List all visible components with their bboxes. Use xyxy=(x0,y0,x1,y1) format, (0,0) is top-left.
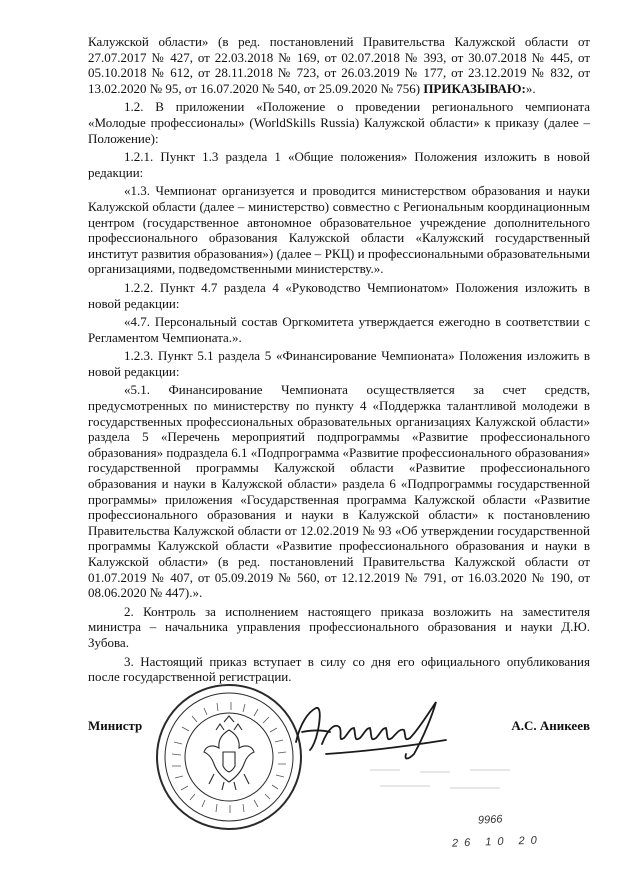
paragraph-text: Калужской области» (в ред. постановлений Правительства Калужской области от 27.07.2017 № 427, от 22.03.2018 № 169, от 02.07.2018 № 393, от 30.07.2018 № 445, от 05.10.2018 № 612, от 28.11.2018 № 723, от 26.03.2019 № 177, от 23.12.2019 № 832, от 13.02.2020 № 95, от 16.07.2020 № 540, от 25.09.2020 № 756) xyxy=(88,34,590,96)
paragraph-2: 2. Контроль за исполнением настоящего приказа возложить на заместителя министра – начальника управления профессионального образования и науки Д.Ю. Зубова. xyxy=(88,603,590,650)
document-body xyxy=(88,34,590,688)
order-keyword: ПРИКАЗЫВАЮ: xyxy=(423,80,526,96)
registration-number: 9966 xyxy=(477,813,503,827)
official-seal xyxy=(154,682,304,832)
position-title: Министр xyxy=(88,718,143,733)
paragraph-1-2-3: 1.2.3. Пункт 5.1 раздела 5 «Финансирование Чемпионата» Положения изложить в новой редакции: xyxy=(88,348,590,379)
paragraph-quote-5-1: «5.1. Финансирование Чемпионата осуществляется за счет средств, предусмотренных по министерству по пункту 4 «Поддержка талантливой молодежи в государственных профессиональных образовательных организациях Калужской области» раздела 5 «Перечень мероприятий подпрограммы «Развитие профессионального образования» подраздела 6.1 «Подпрограмма «Развитие профессионального образования» государственной программы Калужской области «Развитие профессионального образования и науки в Калужской области» раздела 6 «Подпрограммы государственной программы» приложения «Государственная программа Калужской области «Развитие профессионального образования и науки в Калужской области» к постановлению Правительства Калужской области от 12.02.2019 № 93 «Об утверждении государственной программы Калужской области «Развитие профессионального образования и науки в Калужской области» (в ред. постановлений Правительства Калужской области от 01.07.2019 № 407, от 05.09.2019 № 560, от 12.12.2019 № 791, от 16.03.2020 № 190, от 08.06.2020 № 447).». xyxy=(88,382,590,601)
paragraph-quote-1-3: «1.3. Чемпионат организуется и проводится министерством образования и науки Калужской области (далее – министерство) совместно с Региональным координационным центром (государственное автономное образовательное учреждение дополнительного профессионального образования Калужской области «Калужский государственный институт развития образования») (далее – РКЦ) и профессиональными образовательными организациями, подведомственными министерству.». xyxy=(88,183,590,277)
paragraph-1-2-1: 1.2.1. Пункт 1.3 раздела 1 «Общие положения» Положения изложить в новой редакции: xyxy=(88,149,590,180)
paragraph-continuation xyxy=(88,34,590,96)
registration-date: 26 10 20 xyxy=(451,834,544,850)
signature-block xyxy=(88,718,590,738)
paragraph-quote-4-7: «4.7. Персональный состав Оргкомитета утверждается ежегодно в соответствии с Регламентом Чемпионата.». xyxy=(88,314,590,345)
faint-stamp-marks xyxy=(360,760,540,800)
paragraph-1-2: 1.2. В приложении «Положение о проведении регионального чемпионата «Молодые профессионалы» (WorldSkills Russia) Калужской области» к приказу (далее – Положение): xyxy=(88,99,590,146)
paragraph-1-2-2: 1.2.2. Пункт 4.7 раздела 4 «Руководство Чемпионатом» Положения изложить в новой редакции: xyxy=(88,279,590,311)
paragraph-3: 3. Настоящий приказ вступает в силу со дня его официального опубликования после государственной регистрации. xyxy=(88,653,590,685)
paragraph-tail: ». xyxy=(525,80,536,96)
signer-name: А.С. Аникеев xyxy=(511,718,590,733)
